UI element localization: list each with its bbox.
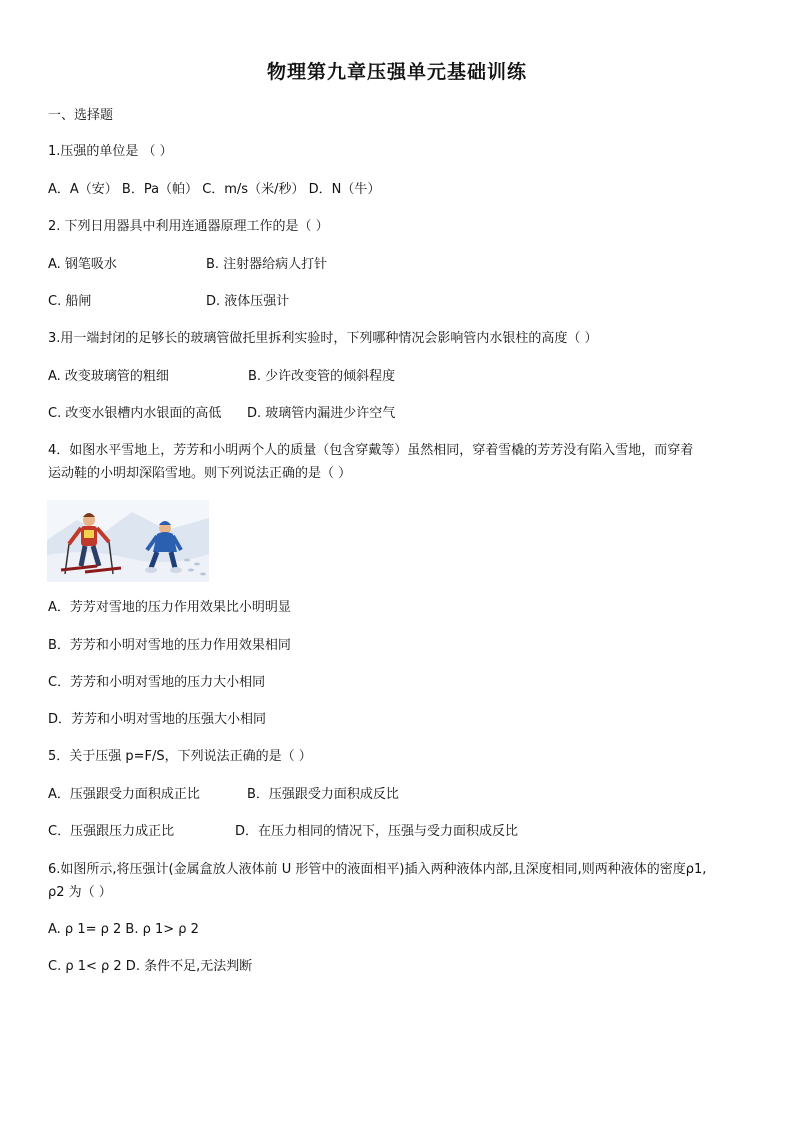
skier-and-walker-picture bbox=[47, 500, 209, 582]
question-1-options: A．A（安） B．Pa（帕） C．m/s（米/秒） D．N（牛） bbox=[48, 182, 381, 197]
question-3-stem: 3.用一端封闭的足够长的玻璃管做托里拆利实验时，下列哪种情况会影响管内水银柱的高度（ ） bbox=[48, 331, 598, 346]
page-title: 物理第九章压强单元基础训练 bbox=[266, 61, 527, 83]
question-2-stem: 2. 下列日用器具中利用连通器原理工作的是（ ） bbox=[48, 219, 329, 234]
question-6-stem-line1: 6.如图所示,将压强计(金属盒放人液体前 U 形管中的液面相平)插入两种液体内部,且深度相同,则两种液体的密度ρ1, bbox=[48, 862, 707, 877]
question-3-option-a: A. 改变玻璃管的粗细 bbox=[48, 369, 169, 384]
question-5-option-c: C．压强跟压力成正比 bbox=[48, 824, 175, 839]
question-4-option-c: C．芳芳和小明对雪地的压力大小相同 bbox=[48, 675, 266, 690]
question-2-option-b: B. 注射器给病人打针 bbox=[206, 257, 328, 272]
question-3-option-b: B. 少许改变管的倾斜程度 bbox=[248, 369, 396, 384]
question-5-option-b: B．压强跟受力面积成反比 bbox=[247, 787, 399, 802]
question-5-stem: 5．关于压强 p=F/S，下列说法正确的是（ ） bbox=[48, 749, 312, 764]
question-4-stem-line1: 4．如图水平雪地上，芳芳和小明两个人的质量（包含穿戴等）虽然相同，穿着雪橇的芳芳没有陷入雪地，而穿着 bbox=[48, 443, 694, 458]
snow-illustration bbox=[47, 500, 209, 582]
question-6-options-cd: C. ρ 1< ρ 2 D. 条件不足,无法判断 bbox=[48, 959, 253, 974]
question-2-option-c: C. 船闸 bbox=[48, 294, 92, 309]
question-2-option-a: A. 钢笔吸水 bbox=[48, 257, 117, 272]
question-4-option-d: D．芳芳和小明对雪地的压强大小相同 bbox=[48, 712, 267, 727]
question-5-option-d: D．在压力相同的情况下，压强与受力面积成反比 bbox=[235, 824, 519, 839]
question-4-option-a: A．芳芳对雪地的压力作用效果比小明明显 bbox=[48, 600, 291, 615]
question-2-option-d: D. 液体压强计 bbox=[206, 294, 290, 309]
question-3-option-c: C. 改变水银槽内水银面的高低 bbox=[48, 406, 222, 421]
section-heading: 一、选择题 bbox=[48, 108, 114, 123]
question-6-stem-line2: ρ2 为（ ） bbox=[48, 885, 112, 900]
question-4-option-b: B．芳芳和小明对雪地的压力作用效果相同 bbox=[48, 638, 291, 653]
question-3-option-d: D. 玻璃管内漏进少许空气 bbox=[247, 406, 396, 421]
question-5-option-a: A．压强跟受力面积成正比 bbox=[48, 787, 200, 802]
question-4-stem-line2: 运动鞋的小明却深陷雪地。则下列说法正确的是（ ） bbox=[48, 466, 352, 481]
question-6-options-ab: A. ρ 1= ρ 2 B. ρ 1> ρ 2 bbox=[48, 922, 199, 937]
question-1-stem: 1.压强的单位是 （ ） bbox=[48, 144, 173, 159]
